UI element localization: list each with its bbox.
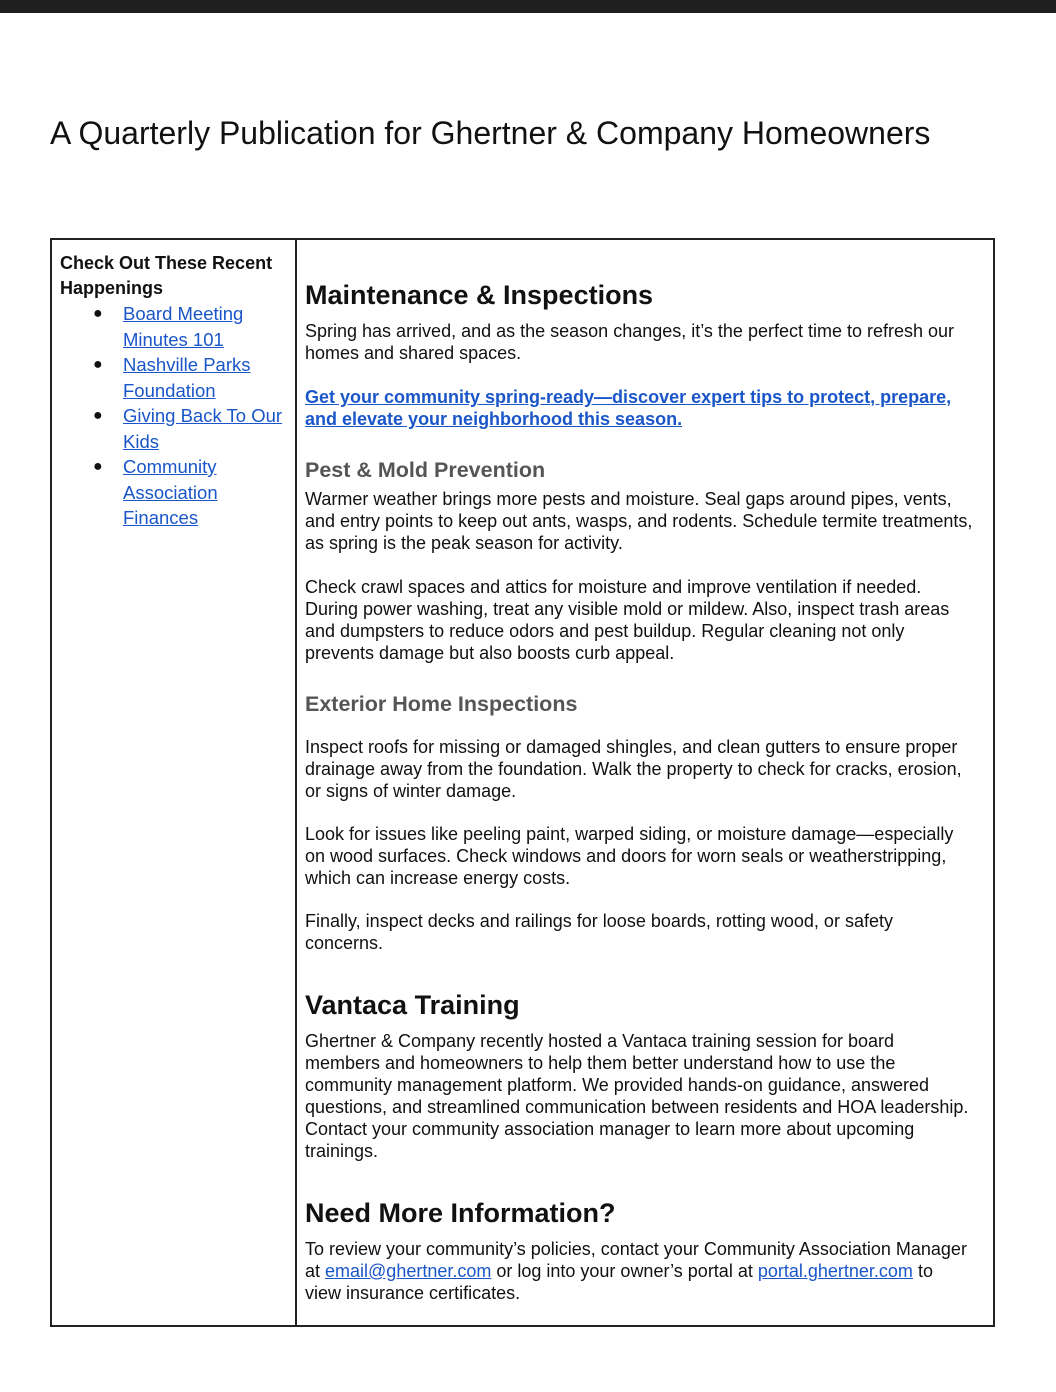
sidebar-item	[60, 301, 289, 352]
spring-ready-link[interactable]: Get your community spring-ready—discover expert tips to protect, prepare, and elevate your neighborhood this season.	[305, 387, 952, 429]
email-link[interactable]: email@ghertner.com	[325, 1261, 492, 1281]
bullet-icon: ●	[93, 356, 103, 373]
bullet-icon: ●	[93, 305, 103, 322]
sidebar	[52, 240, 297, 1325]
vantaca-heading: Vantaca Training	[305, 990, 520, 1020]
page-title: A Quarterly Publication for Ghertner & Company Homeowners	[50, 115, 931, 151]
pest-paragraph-1: Warmer weather brings more pests and moisture. Seal gaps around pipes, vents, and entry points to keep out ants, wasps, and rodents. Schedule termite treatments, as spring is the peak season for activity.	[305, 489, 973, 553]
exterior-heading: Exterior Home Inspections	[305, 692, 578, 716]
sidebar-link-association-finances[interactable]: Community Association Finances	[123, 456, 218, 528]
maintenance-heading: Maintenance & Inspections	[305, 280, 654, 310]
exterior-paragraph-3: Finally, inspect decks and railings for loose boards, rotting wood, or safety concerns.	[305, 911, 893, 953]
info-text-2: or log into your owner’s portal at	[491, 1261, 758, 1281]
maintenance-intro: Spring has arrived, and as the season changes, it’s the perfect time to refresh our homes and shared spaces.	[305, 321, 955, 363]
main-content	[297, 240, 993, 1325]
sidebar-list	[60, 301, 289, 531]
layout-table	[50, 238, 995, 1327]
sidebar-link-board-meeting[interactable]: Board Meeting Minutes 101	[123, 303, 244, 350]
bullet-icon: ●	[93, 458, 103, 475]
info-text-3: to view insurance certificates.	[305, 1261, 933, 1303]
portal-link[interactable]: portal.ghertner.com	[757, 1261, 913, 1281]
info-paragraph	[305, 1238, 973, 1304]
sidebar-item	[60, 352, 289, 403]
exterior-paragraph-1: Inspect roofs for missing or damaged shingles, and clean gutters to ensure proper drainage away from the foundation. Walk the property to check for cracks, erosion, or signs of winter damage.	[305, 737, 962, 801]
sidebar-heading: Check Out These Recent Happenings	[60, 253, 273, 298]
vantaca-paragraph: Ghertner & Company recently hosted a Vantaca training session for board members and homeowners to help them better understand how to use the community management platform. We provided hands-on guidance, answered questions, and streamlined communication between residents and HOA leadership. Contact your community association manager to learn more about upcoming trainings.	[305, 1031, 969, 1161]
sidebar-item	[60, 454, 289, 531]
sidebar-link-nashville-parks[interactable]: Nashville Parks Foundation	[123, 354, 251, 401]
top-bar	[0, 0, 1056, 13]
info-heading: Need More Information?	[305, 1198, 616, 1228]
exterior-paragraph-2: Look for issues like peeling paint, warped siding, or moisture damage—especially on wood surfaces. Check windows and doors for worn seals or weatherstripping, which can increase energy costs.	[305, 824, 954, 888]
pest-paragraph-2: Check crawl spaces and attics for moisture and improve ventilation if needed. During power washing, treat any visible mold or mildew. Also, inspect trash areas and dumpsters to reduce odors and pest buildup. Regular cleaning not only prevents damage but also boosts curb appeal.	[305, 577, 950, 663]
bullet-icon: ●	[93, 407, 103, 424]
sidebar-item	[60, 403, 289, 454]
info-text-1: To review your community’s policies, contact your Community Association Manager at	[305, 1239, 967, 1281]
spring-ready-paragraph	[305, 386, 973, 430]
sidebar-link-giving-back[interactable]: Giving Back To Our Kids	[123, 405, 283, 452]
pest-heading: Pest & Mold Prevention	[305, 458, 546, 482]
